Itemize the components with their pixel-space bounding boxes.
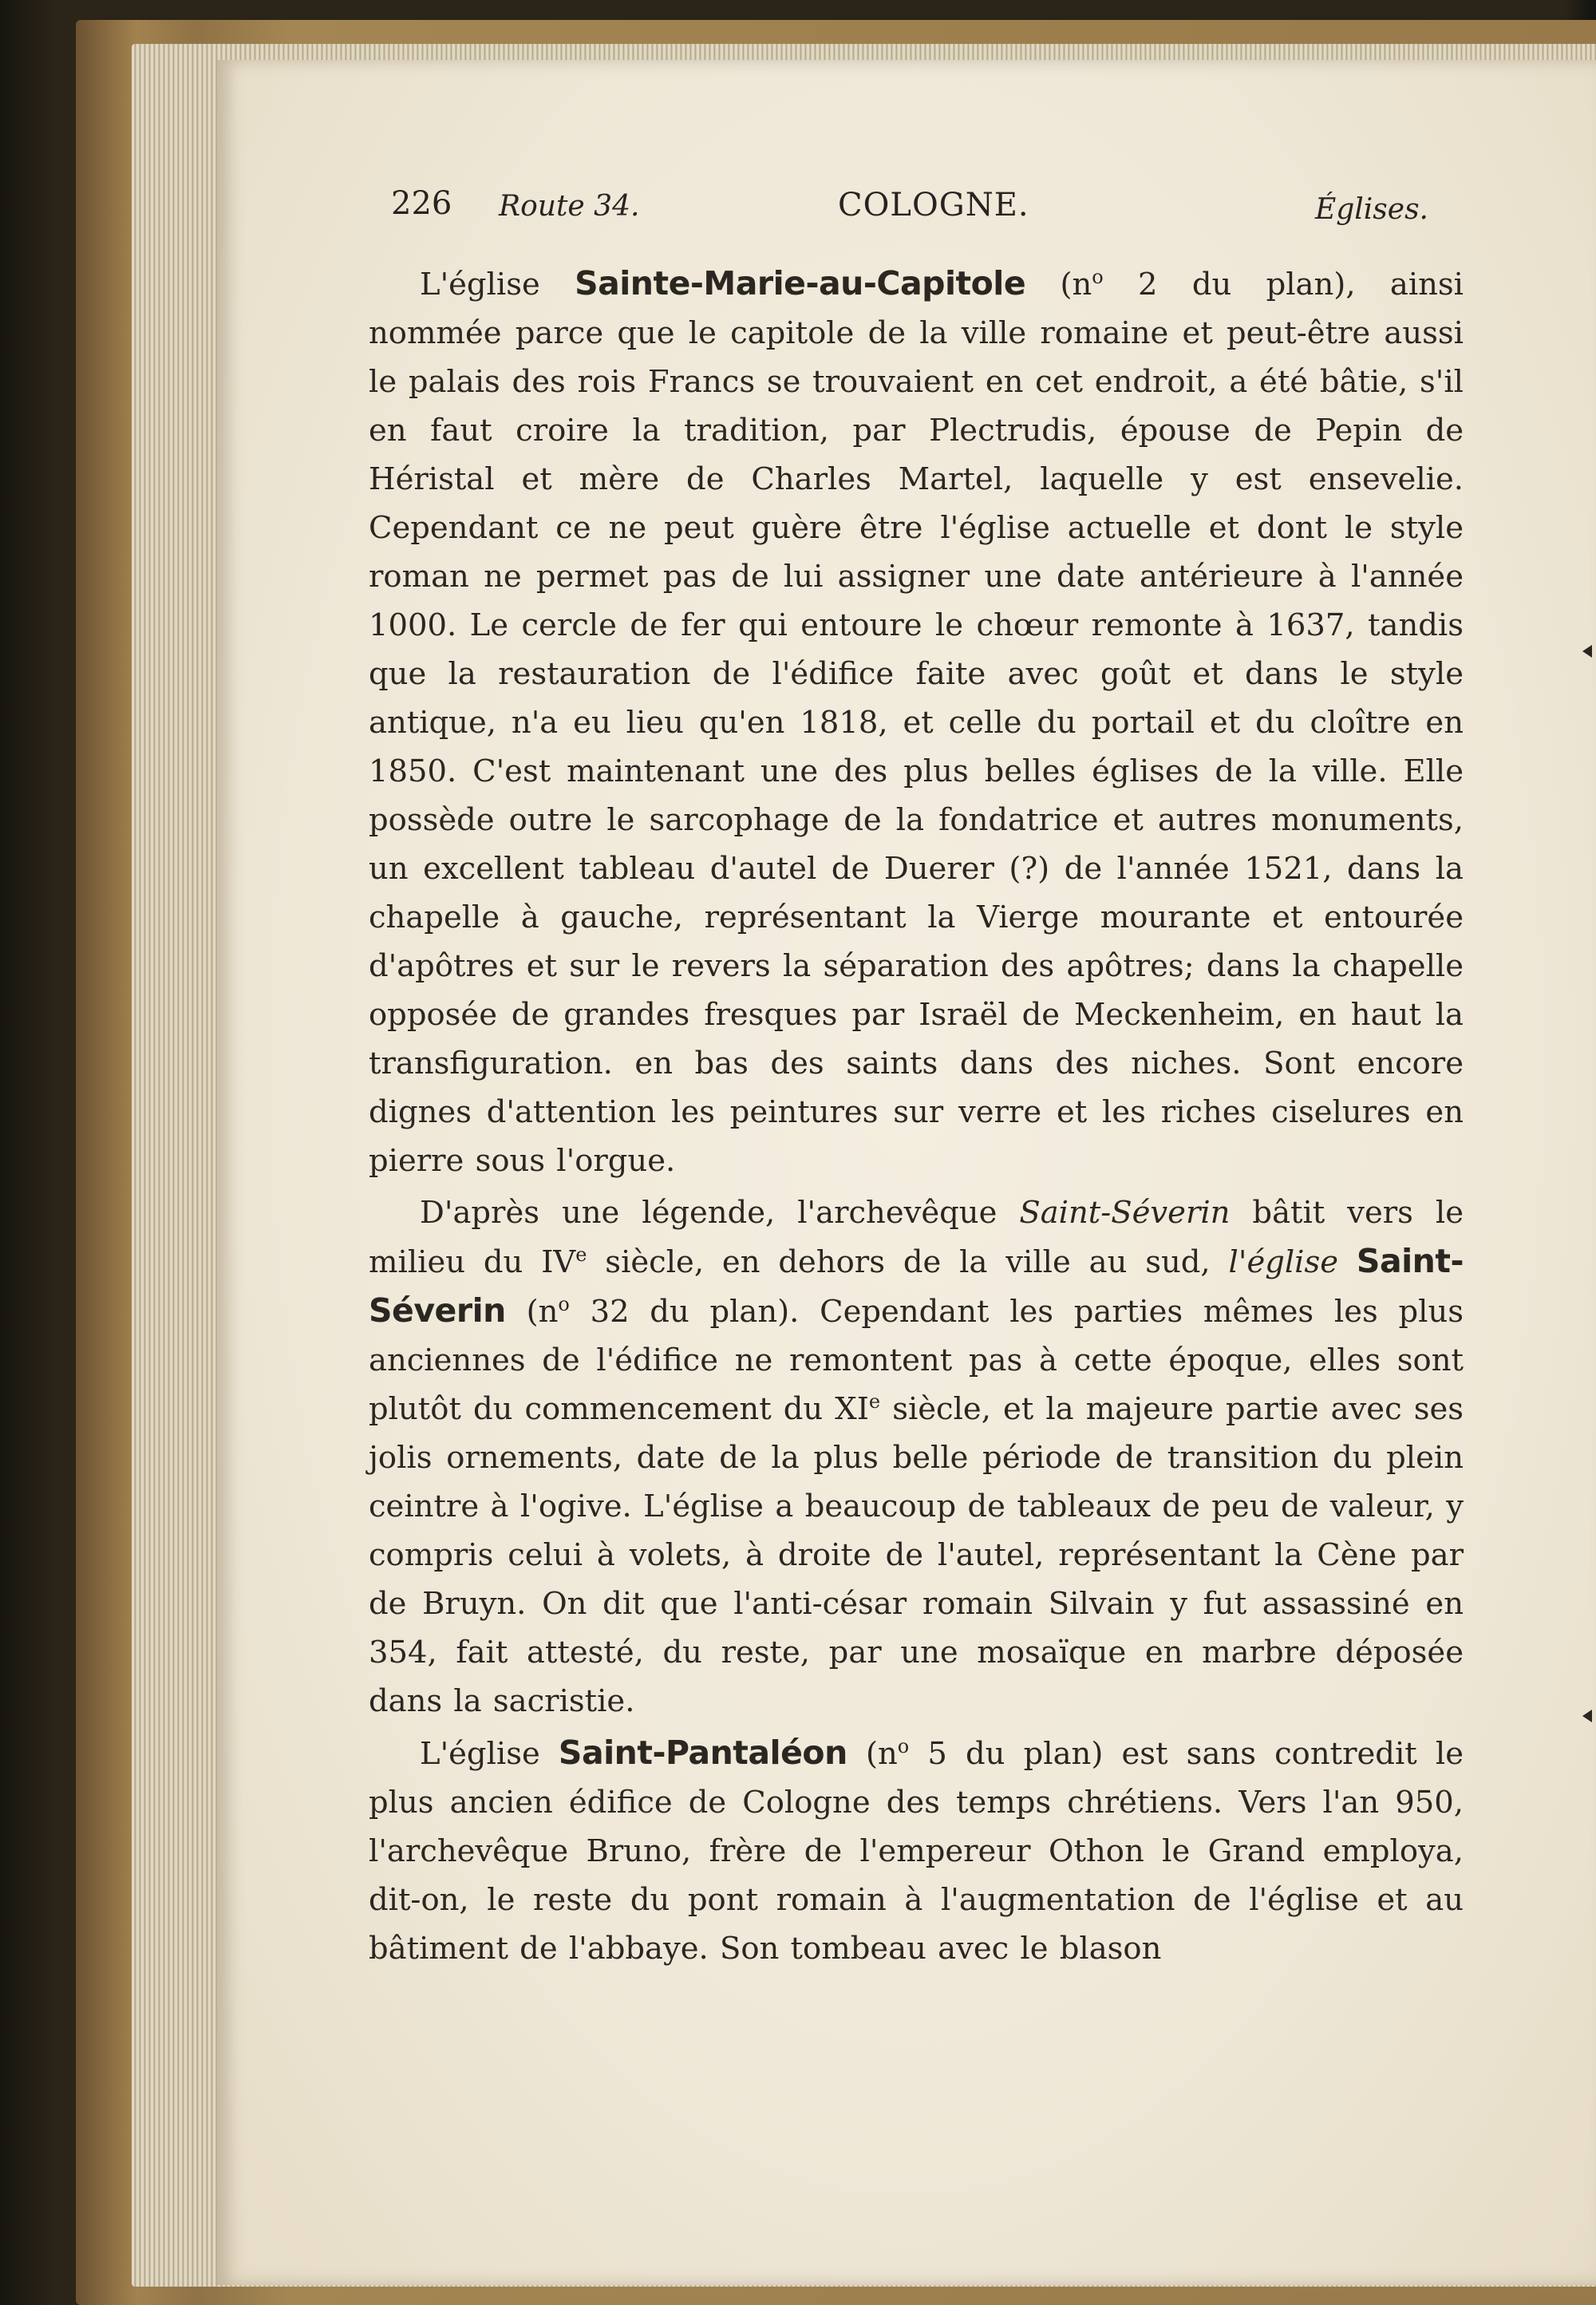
church-lead: l'église xyxy=(1228,1244,1339,1280)
church-name: Saint-Séverin xyxy=(369,1242,1464,1330)
page-title: COLOGNE. xyxy=(838,187,1029,223)
plan-ref-open: (n xyxy=(865,1736,898,1772)
section-label: Églises. xyxy=(1314,193,1428,226)
paragraph-lead: L'église xyxy=(420,267,540,302)
plan-ref-sup: o xyxy=(558,1293,570,1315)
paragraph-body: est sans contredit le plus ancien édifice de Cologne des temps chrétiens. Vers l'an 950, l'archevêque Bruno, frère de l'empereur Othon le Grand employa, dit-on, le reste du pont romain à l'augmentation de l'église et au bâtiment de l'abbaye. Son tombeau avec le blason xyxy=(369,1736,1464,1967)
running-head xyxy=(391,185,1428,233)
church-name: Sainte-Marie-au-Capitole xyxy=(575,264,1026,302)
paragraph-saint-severin xyxy=(369,1188,1464,1726)
paragraph-lead: L'église xyxy=(420,1736,540,1772)
page-edge-tab-marker xyxy=(1582,645,1592,658)
route-label: Route 34. xyxy=(499,190,640,223)
plan-ref-open: (n xyxy=(1060,267,1092,302)
plan-ref-sup: o xyxy=(1092,266,1104,288)
paragraph-body-2: siècle, et la majeure partie avec ses jolis ornements, date de la plus belle période de transition du plein ceintre à l'ogive. L'église a beaucoup de tableaux de peu de valeur, y compris celui à volets, à droite de l'autel, représentant la Cène par de Bruyn. On dit que l'anti-césar romain Silvain y fut assassiné en 354, fait attesté, du reste, par une mosaïque en marbre déposée dans la sacristie. xyxy=(369,1391,1464,1719)
saint-name: Saint-Séverin xyxy=(1019,1195,1231,1231)
paragraph-intro-3: siècle, en dehors de la ville au sud, xyxy=(587,1244,1229,1280)
plan-ref-rest: 32 du plan). xyxy=(569,1294,820,1330)
page-number: 226 xyxy=(391,185,452,222)
body-text xyxy=(369,259,1464,1976)
paragraph-sainte-marie xyxy=(369,259,1464,1185)
paragraph-intro-2: bâtit vers le milieu du IV xyxy=(369,1195,1464,1280)
plan-ref-rest: 5 du plan) xyxy=(909,1736,1122,1772)
plan-ref-open: (n xyxy=(526,1294,559,1330)
paragraph-saint-pantaleon xyxy=(369,1729,1464,1973)
paragraph-body: ainsi nommée parce que le capitole de la ville romaine et peut-être aussi le palais des rois Francs se trouvaient en cet endroit, a été bâtie, s'il en faut croire la tradition, par Plectrudis, épouse de Pepin de Héristal et mère de Charles Martel, laquelle y est ensevelie. Cependant ce ne peut guère être l'église actuelle et dont le style roman ne permet pas de lui assigner une date antérieure à l'année 1000. Le cercle de fer qui entoure le chœur remonte à 1637, tandis que la restauration de l'édifice faite avec goût et dans le style antique, n'a eu lieu qu'en 1818, et celle du portail et du cloître en 1850. C'est maintenant une des plus belles églises de la ville. Elle possède outre le sarcophage de la fondatrice et autres monuments, un excellent tableau d'autel de Duerer (?) de l'année 1521, dans la chapelle à gauche, représentant la Vierge mourante et entourée d'apôtres et sur le revers la séparation des apôtres; dans la chapelle opposée de grandes fresques par Israël de Meckenheim, en haut la transfiguration. en bas des saints dans des niches. Sont encore dignes d'attention les peintures sur verre et les riches ciselures en pierre sous l'orgue. xyxy=(369,267,1464,1179)
church-name: Saint-Pantaléon xyxy=(558,1734,847,1772)
superscript: e xyxy=(868,1390,881,1413)
page-edge-tab-marker xyxy=(1582,1710,1592,1722)
plan-ref-rest: 2 du plan), xyxy=(1103,267,1390,302)
superscript: e xyxy=(575,1243,587,1266)
plan-ref-sup: o xyxy=(897,1735,910,1757)
paragraph-intro: D'après une légende, l'archevêque xyxy=(420,1195,1020,1231)
paragraph-body: Cependant les parties mêmes les plus anciennes de l'édifice ne remontent pas à cette époque, elles sont plutôt du commencement du XI xyxy=(369,1294,1464,1427)
